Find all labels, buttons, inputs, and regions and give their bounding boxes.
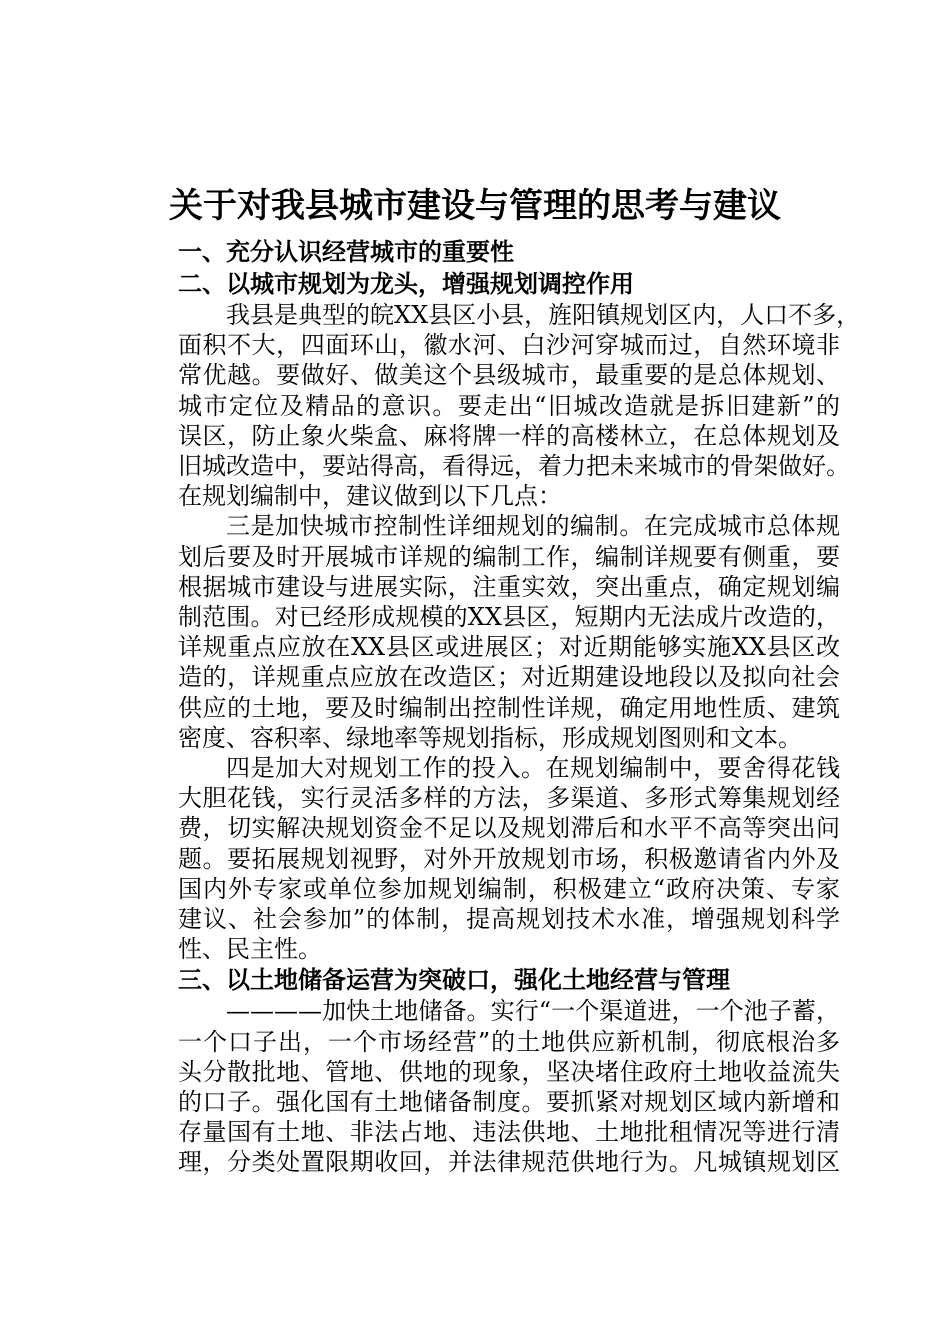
paragraph-line: 常优越。要做好、做美这个县级城市，最重要的是总体规划、 (178, 361, 840, 390)
paragraph-line: 造的，详规重点应放在改造区；对近期建设地段以及拟向社会 (178, 663, 840, 692)
document-body (130, 236, 861, 1178)
paragraph-line: 误区，防止象火柴盒、麻将牌一样的高楼林立，在总体规划及 (178, 421, 840, 450)
paragraph-line: 四是加大对规划工作的投入。在规划编制中，要舍得花钱 (226, 754, 840, 783)
document-title: 关于对我县城市建设与管理的思考与建议 (169, 186, 781, 226)
paragraph-1 (130, 300, 861, 511)
paragraph-line: 存量国有土地、非法占地、违法供地、土地批租情况等进行清 (178, 1118, 840, 1147)
paragraph-3 (130, 753, 840, 964)
paragraph-line: 在规划编制中，建议做到以下几点： (178, 482, 562, 511)
paragraph-line: 理，分类处置限期收回，并法律规范供地行为。凡城镇规划区 (178, 1148, 840, 1177)
paragraph-line: 我县是典型的皖XX县区小县，旌阳镇规划区内，人口不多， (226, 301, 861, 329)
paragraph-line: 国内外专家或单位参加规划编制，积极建立“政府决策、专家 (178, 874, 840, 903)
paragraph-line: 密度、容积率、绿地率等规划指标，形成规划图则和文本。 (178, 723, 802, 752)
paragraph-line: 费，切实解决规划资金不足以及规划滞后和水平不高等突出问 (178, 814, 840, 843)
paragraph-line: 划后要及时开展城市详规的编制工作，编制详规要有侧重，要 (178, 542, 840, 571)
paragraph-2 (130, 511, 840, 753)
paragraph-line: 根据城市建设与进展实际，注重实效，突出重点，确定规划编 (178, 572, 840, 601)
paragraph-line: 三是加快城市控制性详细规划的编制。在完成城市总体规 (226, 512, 840, 541)
paragraph-line: 旧城改造中，要站得高，看得远，着力把未来城市的骨架做好。 (178, 452, 850, 481)
paragraph-line: 建议、社会参加”的体制，提高规划技术水准，增强规划科学 (178, 905, 840, 934)
paragraph-line: 性、民主性。 (178, 935, 322, 964)
paragraph-line: 供应的土地，要及时编制出控制性详规，确定用地性质、建筑 (178, 693, 840, 722)
paragraph-line: ————加快土地储备。实行“一个渠道进，一个池子蓄， (226, 997, 840, 1026)
section-heading-3: 三、以土地储备运营为突破口，强化土地经营与管理 (178, 966, 730, 995)
paragraph-line: 制范围。对已经形成规模的XX县区，短期内无法成片改造的， (178, 603, 840, 632)
paragraph-line: 的口子。强化国有土地储备制度。要抓紧对规划区域内新增和 (178, 1088, 840, 1117)
paragraph-line: 一个口子出，一个市场经营”的土地供应新机制，彻底根治多 (178, 1027, 840, 1056)
paragraph-line: 头分散批地、管地、供地的现象，坚决堵住政府土地收益流失 (178, 1057, 840, 1086)
paragraph-line: 大胆花钱，实行灵活多样的方法，多渠道、多形式筹集规划经 (178, 784, 840, 813)
paragraph-line: 面积不大，四面环山，徽水河、白沙河穿城而过，自然环境非 (178, 331, 840, 360)
paragraph-line: 城市定位及精品的意识。要走出“旧城改造就是拆旧建新”的 (178, 391, 840, 420)
paragraph-line: 详规重点应放在XX县区或进展区；对近期能够实施XX县区改 (178, 633, 840, 662)
paragraph-line: 题。要拓展规划视野，对外开放规划市场，积极邀请省内外及 (178, 844, 840, 873)
paragraph-4 (130, 996, 840, 1177)
section-heading-2: 二、以城市规划为龙头，增强规划调控作用 (178, 270, 634, 298)
section-heading-1: 一、充分认识经营城市的重要性 (178, 238, 514, 266)
